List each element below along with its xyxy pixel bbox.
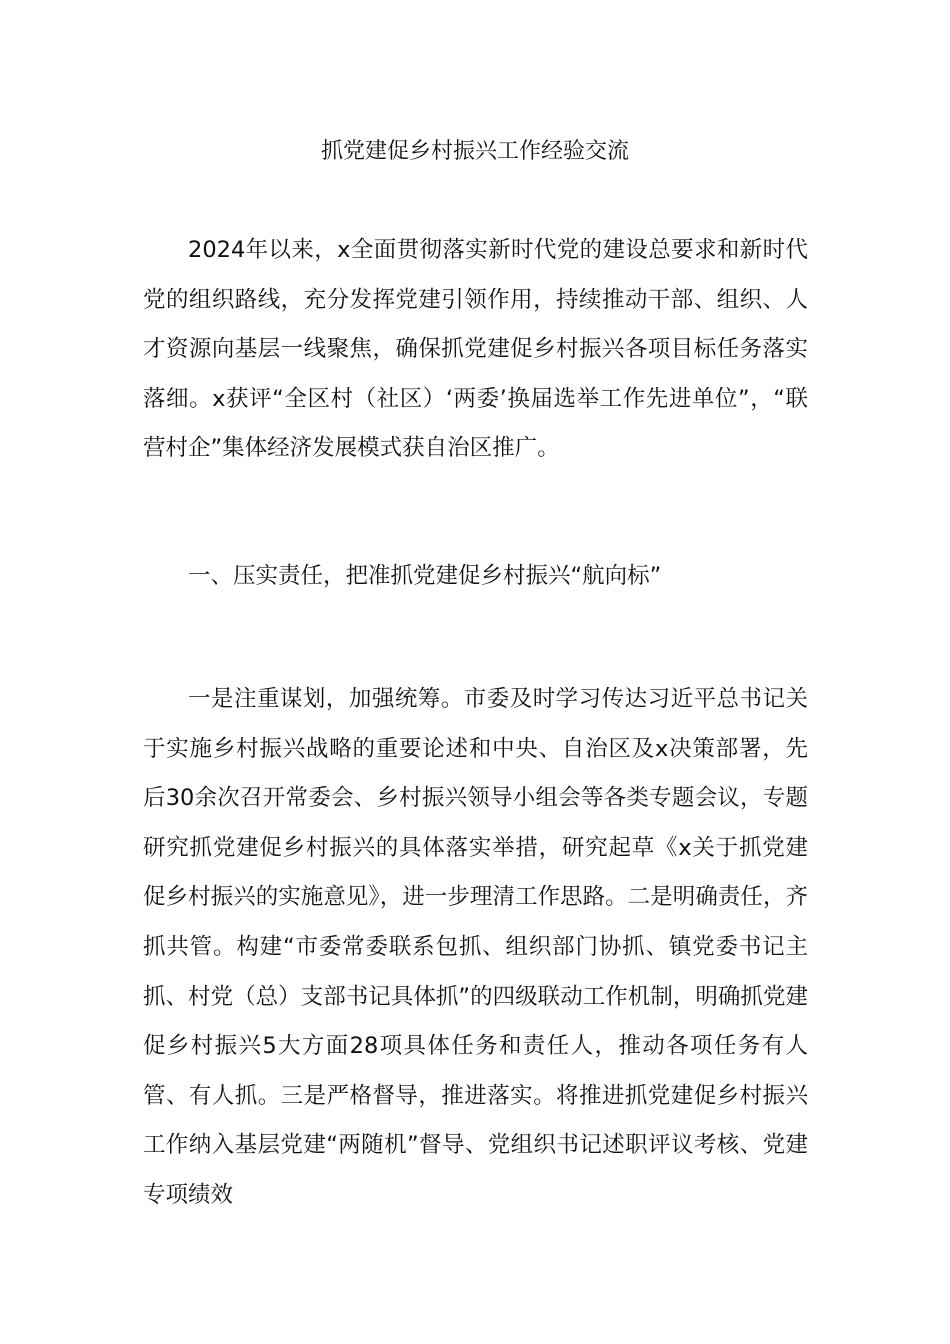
section-heading: 一、压实责任，把准抓党建促乡村振兴“航向标”	[188, 563, 662, 589]
document-title: 抓党建促乡村振兴工作经验交流	[320, 139, 629, 164]
intro-paragraph: 2024年以来，x全面贯彻落实新时代党的建设总要求和新时代党的组织路线，充分发挥党建引领作用，持续推动干部、组织、人才资源向基层一线聚焦，确保抓党建促乡村振兴各项目标任务落实落细。x获评“全区村（社区）‘两委’换届选举工作先进单位”，“联营村企”集体经济发展模式获自治区推广。	[143, 237, 808, 462]
body-paragraph: 一是注重谋划，加强统筹。市委及时学习传达习近平总书记关于实施乡村振兴战略的重要论述和中央、自治区及x决策部署，先后30余次召开常委会、乡村振兴领导小组会等各类专题会议，专题研究抓党建促乡村振兴的具体落实举措，研究起草《x关于抓党建促乡村振兴的实施意见》，进一步理清工作思路。二是明确责任，齐抓共管。构建“市委常委联系包抓、组织部门协抓、镇党委书记主抓、村党（总）支部书记具体抓”的四级联动工作机制，明确抓党建促乡村振兴5大方面28项具体任务和责任人，推动各项任务有人管、有人抓。三是严格督导，推进落实。将推进抓党建促乡村振兴工作纳入基层党建“两随机”督导、党组织书记述职评议考核、党建专项绩效	[143, 686, 808, 1208]
